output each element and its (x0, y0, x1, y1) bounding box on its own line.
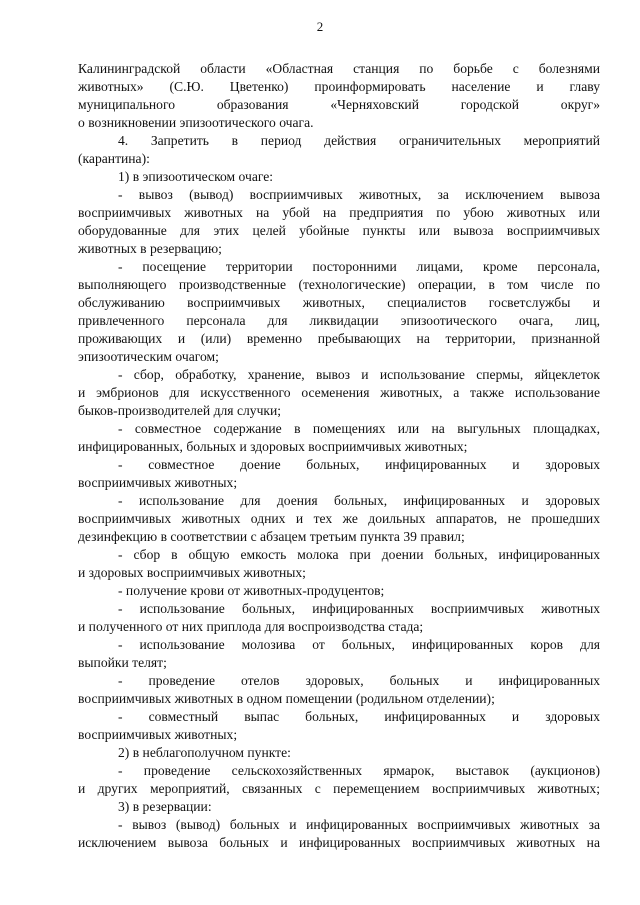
text-line: 3) в резервации: (118, 799, 212, 814)
text-line: и эмбрионов для искусственного осеменения животных, а также использование (78, 385, 600, 400)
text-line: - сбор, обработку, хранение, вывоз и использование спермы, яйцеклеток (118, 367, 600, 382)
text-line: восприимчивых животных; (78, 475, 238, 490)
text-line: - сбор в общую емкость молока при доении больных, инфицированных (118, 547, 600, 562)
text-line: (карантина): (78, 151, 150, 166)
text-line: 1) в эпизоотическом очаге: (118, 169, 274, 184)
text-line: дезинфекцию в соответствии с абзацем третьим пункта 39 правил; (78, 529, 465, 544)
text-line: исключением вывоза больных и инфицированных восприимчивых животных на (78, 835, 600, 850)
text-line: животных в резервацию; (78, 241, 222, 256)
text-line: 4. Запретить в период действия ограничительных мероприятий (118, 133, 600, 148)
text-line: проживающих и (или) временно пребывающих на территории, признанной (78, 331, 600, 346)
text-line: - совместное содержание в помещениях или на выгульных площадках, (118, 421, 600, 436)
text-line: эпизоотическим очагом; (78, 349, 219, 364)
text-line: - проведение отелов здоровых, больных и инфицированных (118, 673, 600, 688)
text-line: - вывоз (вывод) больных и инфицированных восприимчивых животных за (118, 817, 600, 832)
text-line: выпойки телят; (78, 655, 167, 670)
text-line: восприимчивых животных одних и тех же доильных аппаратов, не прошедших (78, 511, 600, 526)
text-line: и здоровых восприимчивых животных; (78, 565, 306, 580)
document-body (78, 60, 600, 852)
text-line: и других мероприятий, связанных с перемещением восприимчивых животных; (78, 781, 600, 796)
text-line: о возникновении эпизоотического очага. (78, 115, 314, 130)
text-line: - вывоз (вывод) восприимчивых животных, за исключением вывоза (118, 187, 600, 202)
text-line: выполняющего производственные (технологические) операции, в том числе по (78, 277, 600, 292)
text-line: восприимчивых животных в одном помещении (родильном отделении); (78, 691, 495, 706)
text-line: Калининградской области «Областная станция по борьбе с болезнями (78, 61, 600, 76)
text-line: - совместный выпас больных, инфицированных и здоровых (118, 709, 600, 724)
text-line: быков-производителей для случки; (78, 403, 282, 418)
text-line: оборудованные для этих целей убойные пункты или вывоза восприимчивых (78, 223, 600, 238)
text-line: и полученного от них приплода для воспроизводства стада; (78, 619, 424, 634)
text-line: инфицированных, больных и здоровых восприимчивых животных; (78, 439, 468, 454)
text-line: привлеченного персонала для ликвидации эпизоотического очага, лиц, (78, 313, 600, 328)
text-line: - использование для доения больных, инфицированных и здоровых (118, 493, 600, 508)
text-line: обслуживанию восприимчивых животных, специалистов госветслужбы и (78, 295, 600, 310)
text-line: муниципального образования «Черняховский городской округ» (78, 97, 600, 112)
text-line: восприимчивых животных на убой на предприятия по убою животных или (78, 205, 600, 220)
text-line: - посещение территории посторонними лицами, кроме персонала, (118, 259, 600, 274)
text-line: - использование молозива от больных, инфицированных коров для (118, 637, 600, 652)
text-line: - проведение сельскохозяйственных ярмарок, выставок (аукционов) (118, 763, 600, 778)
text-line: - использование больных, инфицированных восприимчивых животных (118, 601, 600, 616)
text-line: 2) в неблагополучном пункте: (118, 745, 291, 760)
text-line: - получение крови от животных-продуцентов; (118, 583, 385, 598)
text-line: - совместное доение больных, инфицированных и здоровых (118, 457, 600, 472)
text-line: животных» (С.Ю. Цветенко) проинформировать население и главу (78, 79, 600, 94)
text-line: восприимчивых животных; (78, 727, 238, 742)
page-number: 2 (316, 19, 324, 34)
